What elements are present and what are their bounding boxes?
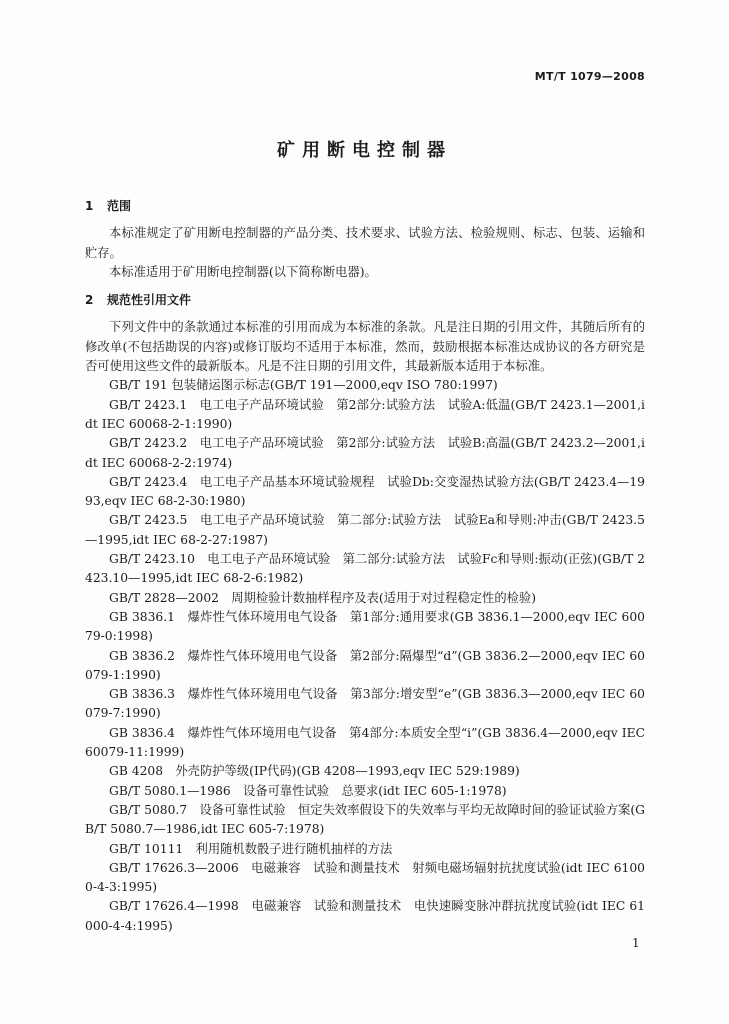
reference-item: GB 3836.2 爆炸性气体环境用电气设备 第2部分:隔爆型“d”(GB 3836.2—2000,eqv IEC 60079-1:1990) xyxy=(85,648,645,682)
section-heading xyxy=(85,197,645,216)
standard-number: MT/T 1079—2008 xyxy=(534,70,645,83)
reference-item: GB/T 2423.1 电工电子产品环境试验 第2部分:试验方法 试验A:低温(GB/T 2423.1—2001,idt IEC 60068-2-1:1990) xyxy=(85,397,645,431)
reference-item: GB/T 2423.2 电工电子产品环境试验 第2部分:试验方法 试验B:高温(GB/T 2423.2—2001,idt IEC 60068-2-2:1974) xyxy=(85,436,645,470)
section-title: 规范性引用文件 xyxy=(107,293,192,308)
reference-item: GB 3836.3 爆炸性气体环境用电气设备 第3部分:增安型“e”(GB 3836.3—2000,eqv IEC 60079-7:1990) xyxy=(85,687,645,721)
paragraph: 下列文件中的条款通过本标准的引用而成为本标准的条款。凡是注日期的引用文件，其随后所有的修改单(不包括勘误的内容)或修订版均不适用于本标准，然而，鼓励根据本标准达成协议的各方研究是否可使用这些文件的最新版本。凡是不注日期的引用文件，其最新版本适用于本标准。 xyxy=(85,320,645,374)
reference-item: GB/T 191 包装储运图示标志(GB/T 191—2000,eqv ISO 780:1997) xyxy=(109,378,498,393)
section-scope xyxy=(85,197,645,282)
section-number: 1 xyxy=(85,199,94,213)
page-number: 1 xyxy=(632,936,640,950)
reference-item: GB 3836.4 爆炸性气体环境用电气设备 第4部分:本质安全型“i”(GB 3836.4—2000,eqv IEC 60079-11:1999) xyxy=(85,725,645,760)
reference-item: GB/T 2423.4 电工电子产品基本环境试验规程 试验Db:交变湿热试验方法(GB/T 2423.4—1993,eqv IEC 68-2-30:1980) xyxy=(85,474,645,509)
reference-item: GB/T 2423.10 电工电子产品环境试验 第二部分:试验方法 试验Fc和导则:振动(正弦)(GB/T 2423.10—1995,idt IEC 68-2-6:1982) xyxy=(85,552,645,586)
reference-item: GB/T 10111 利用随机数骰子进行随机抽样的方法 xyxy=(109,841,393,856)
reference-list xyxy=(85,376,645,936)
reference-item: GB/T 17626.4—1998 电磁兼容 试验和测量技术 电快速瞬变脉冲群抗扰度试验(idt IEC 61000-4-4:1995) xyxy=(85,899,645,933)
section-heading xyxy=(85,291,645,310)
reference-item: GB 3836.1 爆炸性气体环境用电气设备 第1部分:通用要求(GB 3836.1—2000,eqv IEC 60079-0:1998) xyxy=(85,609,645,644)
reference-item: GB/T 17626.3—2006 电磁兼容 试验和测量技术 射频电磁场辐射抗扰度试验(idt IEC 61000-4-3:1995) xyxy=(85,860,645,895)
section-title: 范围 xyxy=(107,199,132,213)
section-normative-references xyxy=(85,291,645,936)
reference-item: GB/T 2828—2002 周期检验计数抽样程序及表(适用于对过程稳定性的检验) xyxy=(109,590,537,605)
paragraph: 本标准适用于矿用断电控制器(以下简称断电器)。 xyxy=(109,264,377,279)
paragraph: 本标准规定了矿用断电控制器的产品分类、技术要求、试验方法、检验规则、标志、包装、运输和贮存。 xyxy=(85,226,645,260)
document-body xyxy=(85,197,645,936)
reference-item: GB/T 5080.1—1986 设备可靠性试验 总要求(idt IEC 605-1:1978) xyxy=(109,783,507,798)
section-number: 2 xyxy=(85,293,94,308)
reference-item: GB/T 5080.7 设备可靠性试验 恒定失效率假设下的失效率与平均无故障时间的验证试验方案(GB/T 5080.7—1986,idt IEC 605-7:1978) xyxy=(85,802,645,837)
reference-item: GB 4208 外壳防护等级(IP代码)(GB 4208—1993,eqv IEC 529:1989) xyxy=(109,764,520,779)
document-title: 矿用断电控制器 xyxy=(277,140,452,161)
reference-item: GB/T 2423.5 电工电子产品环境试验 第二部分:试验方法 试验Ea和导则:冲击(GB/T 2423.5—1995,idt IEC 68-2-27:1987) xyxy=(85,513,645,547)
